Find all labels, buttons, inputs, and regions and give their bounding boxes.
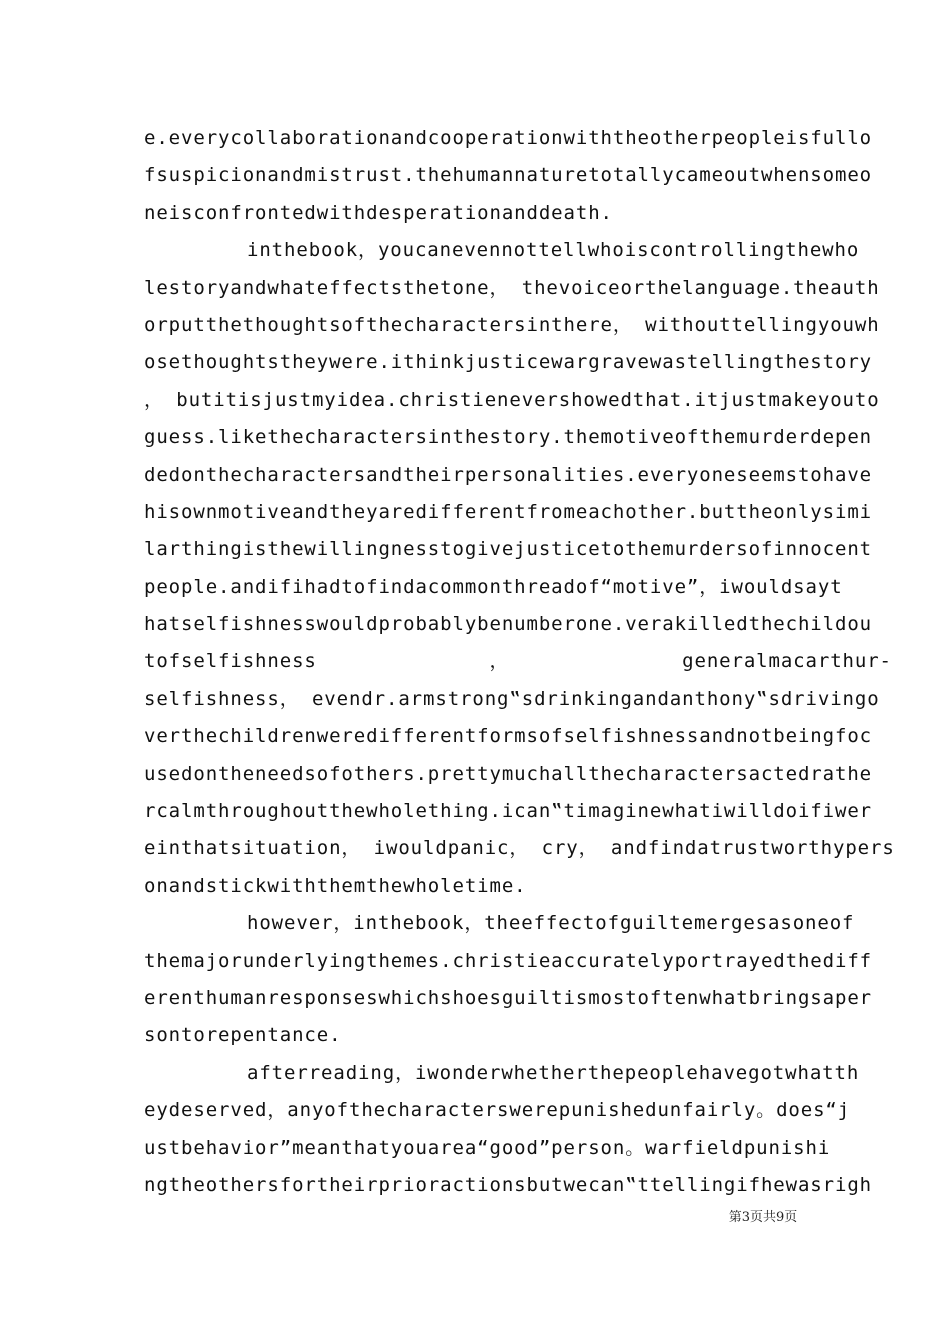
text-line: dedonthecharactersandtheirpersonalities.everyoneseemstohave	[144, 463, 872, 486]
body-text	[144, 123, 895, 1207]
text-line: hisownmotiveandtheyaredifferentfromeachother.buttheonlysimi	[144, 500, 872, 523]
text-line: erenthumanresponseswhichshoesguiltismostoftenwhatbringsaper	[144, 986, 872, 1009]
text-line: usedontheneedsofothers.prettymuchallthecharactersactedrathe	[144, 762, 872, 785]
text-line: people.andifihadtofindacommonthreadof“motive”，iwouldsayt	[144, 575, 843, 598]
text-line: themajorunderlyingthemes.christieaccuratelyportrayedthediff	[144, 949, 872, 972]
text-line: einthatsituation， iwouldpanic， cry， andfindatrustworthypers	[144, 837, 895, 860]
text-line: verthechildrenweredifferentformsofselfishnessandnotbeingfoc	[144, 725, 872, 748]
text-line: ， butitisjustmyidea.christienevershowedthat.itjustmakeyouto	[144, 388, 880, 411]
page-footer	[0, 1206, 950, 1225]
text-line: guess.likethecharactersinthestory.themotiveofthemurderdepen	[144, 426, 872, 449]
text-line: selfishness， evendr.armstrong‟sdrinkingandanthony‟sdrivingo	[144, 687, 880, 710]
text-line: onandstickwiththemthewholetime.	[144, 874, 527, 897]
text-line: tofselfishness ， generalmacarthur-	[144, 650, 892, 673]
text-line: inthebook，youcanevennottellwhoiscontrollingthewho	[247, 239, 860, 262]
page-number: 第3页共9页	[728, 1210, 798, 1225]
text-line: eydeserved，anyofthecharacterswerepunishedunfairly。does“j	[144, 1099, 851, 1122]
text-line: hatselfishnesswouldprobablybenumberone.verakilledthechildou	[144, 613, 872, 636]
text-line: sontorepentance.	[144, 1024, 342, 1047]
text-line: neisconfrontedwithdesperationanddeath.	[144, 201, 613, 224]
text-line: e.everycollaborationandcooperationwiththeotherpeopleisfullo	[144, 127, 872, 149]
text-line: osethoughtstheywere.ithinkjusticewargravewastellingthestory	[144, 351, 872, 374]
text-line: fsuspicionandmistrust.thehumannaturetotallycameoutwhensomeo	[144, 164, 872, 187]
text-line: rcalmthroughoutthewholething.ican‟timaginewhatiwilldoifiwer	[144, 800, 872, 823]
text-line: larthingisthewillingnesstogivejusticetothemurdersofinnocent	[144, 538, 872, 561]
text-line: ngtheothersfortheirprioractionsbutwecan‟ttellingifhewasrigh	[144, 1173, 872, 1196]
text-line: lestoryandwhateffectsthetone， thevoiceorthelanguage.theauth	[144, 276, 880, 299]
text-line: afterreading，iwonderwhetherthepeoplehavegotwhatth	[247, 1061, 860, 1084]
text-line: however，inthebook，theeffectofguiltemergesasoneof	[247, 912, 855, 935]
text-line: orputthethoughtsofthecharactersinthere， withouttellingyouwh	[144, 313, 880, 336]
text-line: ustbehavior”meanthatyouarea“good”person。warfieldpunishi	[144, 1136, 831, 1159]
